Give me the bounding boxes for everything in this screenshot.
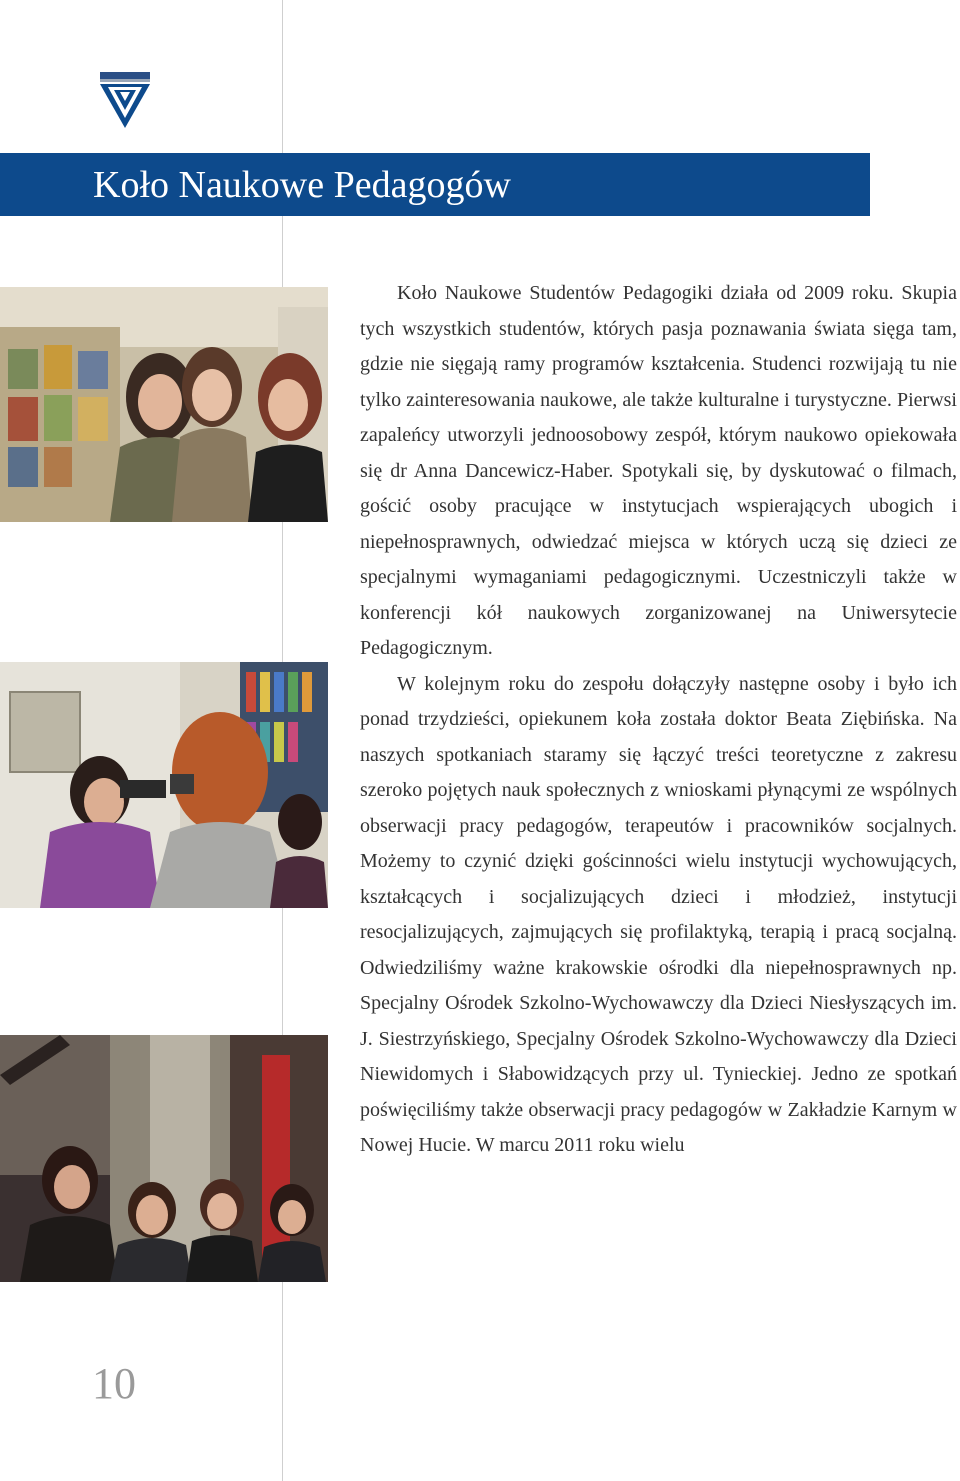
photo-students-binoculars [0,662,328,908]
page-title: Koło Naukowe Pedagogów [93,164,511,206]
article-paragraph-2: W kolejnym roku do zespołu dołączyły następne osoby i było ich ponad trzydzieści, opiekunem koła została doktor Beata Ziębińska. Na naszych spotkaniach staramy się łączyć treści teoretyczne z zakresu szeroko pojętych nauk społecznych z wnioskami płynącymi ze wspólnych obserwacji pracy pedagogów, terapeutów i pracowników socjalnych. Możemy to czynić dzięki gościnności wielu instytucji wychowujących, kształcących i socjalizujących dzieci i młodzież, instytucji resocjalizujących, zajmujących się profilaktyką, terapią i pracą socjalną. Odwiedziliśmy ważne krakowskie ośrodki dla niepełnosprawnych np. Specjalny Ośrodek Szkolno-Wychowawczy dla Dzieci Niesłyszących im. J. Siestrzyńskiego, Specjalny Ośrodek Szkolno-Wychowawczy dla Dzieci Niewidomych i Słabowidzących przy ul. Tynieckiej. Jedno ze spotkań poświęciliśmy także obserwacji pracy pedagogów w Zakładzie Karnym w Nowej Hucie. W marcu 2011 roku wielu [360,672,957,1156]
title-band [0,153,870,216]
article-paragraph-1: Koło Naukowe Studentów Pedagogiki działa od 2009 roku. Skupia tych wszystkich studentów, których pasja poznawania świata sięga tam, gdzie nie sięgają ramy programów kształcenia. Studenci rozwijają tu nie tylko zainteresowania naukowe, ale także kulturalne i turystyczne. Pierwsi zapaleńcy utworzyli jednoosobowy zespół, którym naukowo opiekowała się dr Anna Dancewicz-Haber. Spotykali się, by dyskutować o filmach, gościć osoby pracujące w instytucjach wspierających ubogich i niepełnosprawnych, odwiedzać miejsca w których uczą się dzieci ze specjalnymi wymaganiami pedagogicznymi. Uczestniczyli także w konferencji kół naukowych zorganizowanej na Uniwersytecie Pedagogicznym. [360,282,957,659]
article-body [360,276,957,1164]
page-number: 10 [92,1359,136,1408]
university-logo-icon [96,70,154,132]
photo-students-exhibition [0,287,328,522]
photo-students-staircase [0,1035,328,1282]
